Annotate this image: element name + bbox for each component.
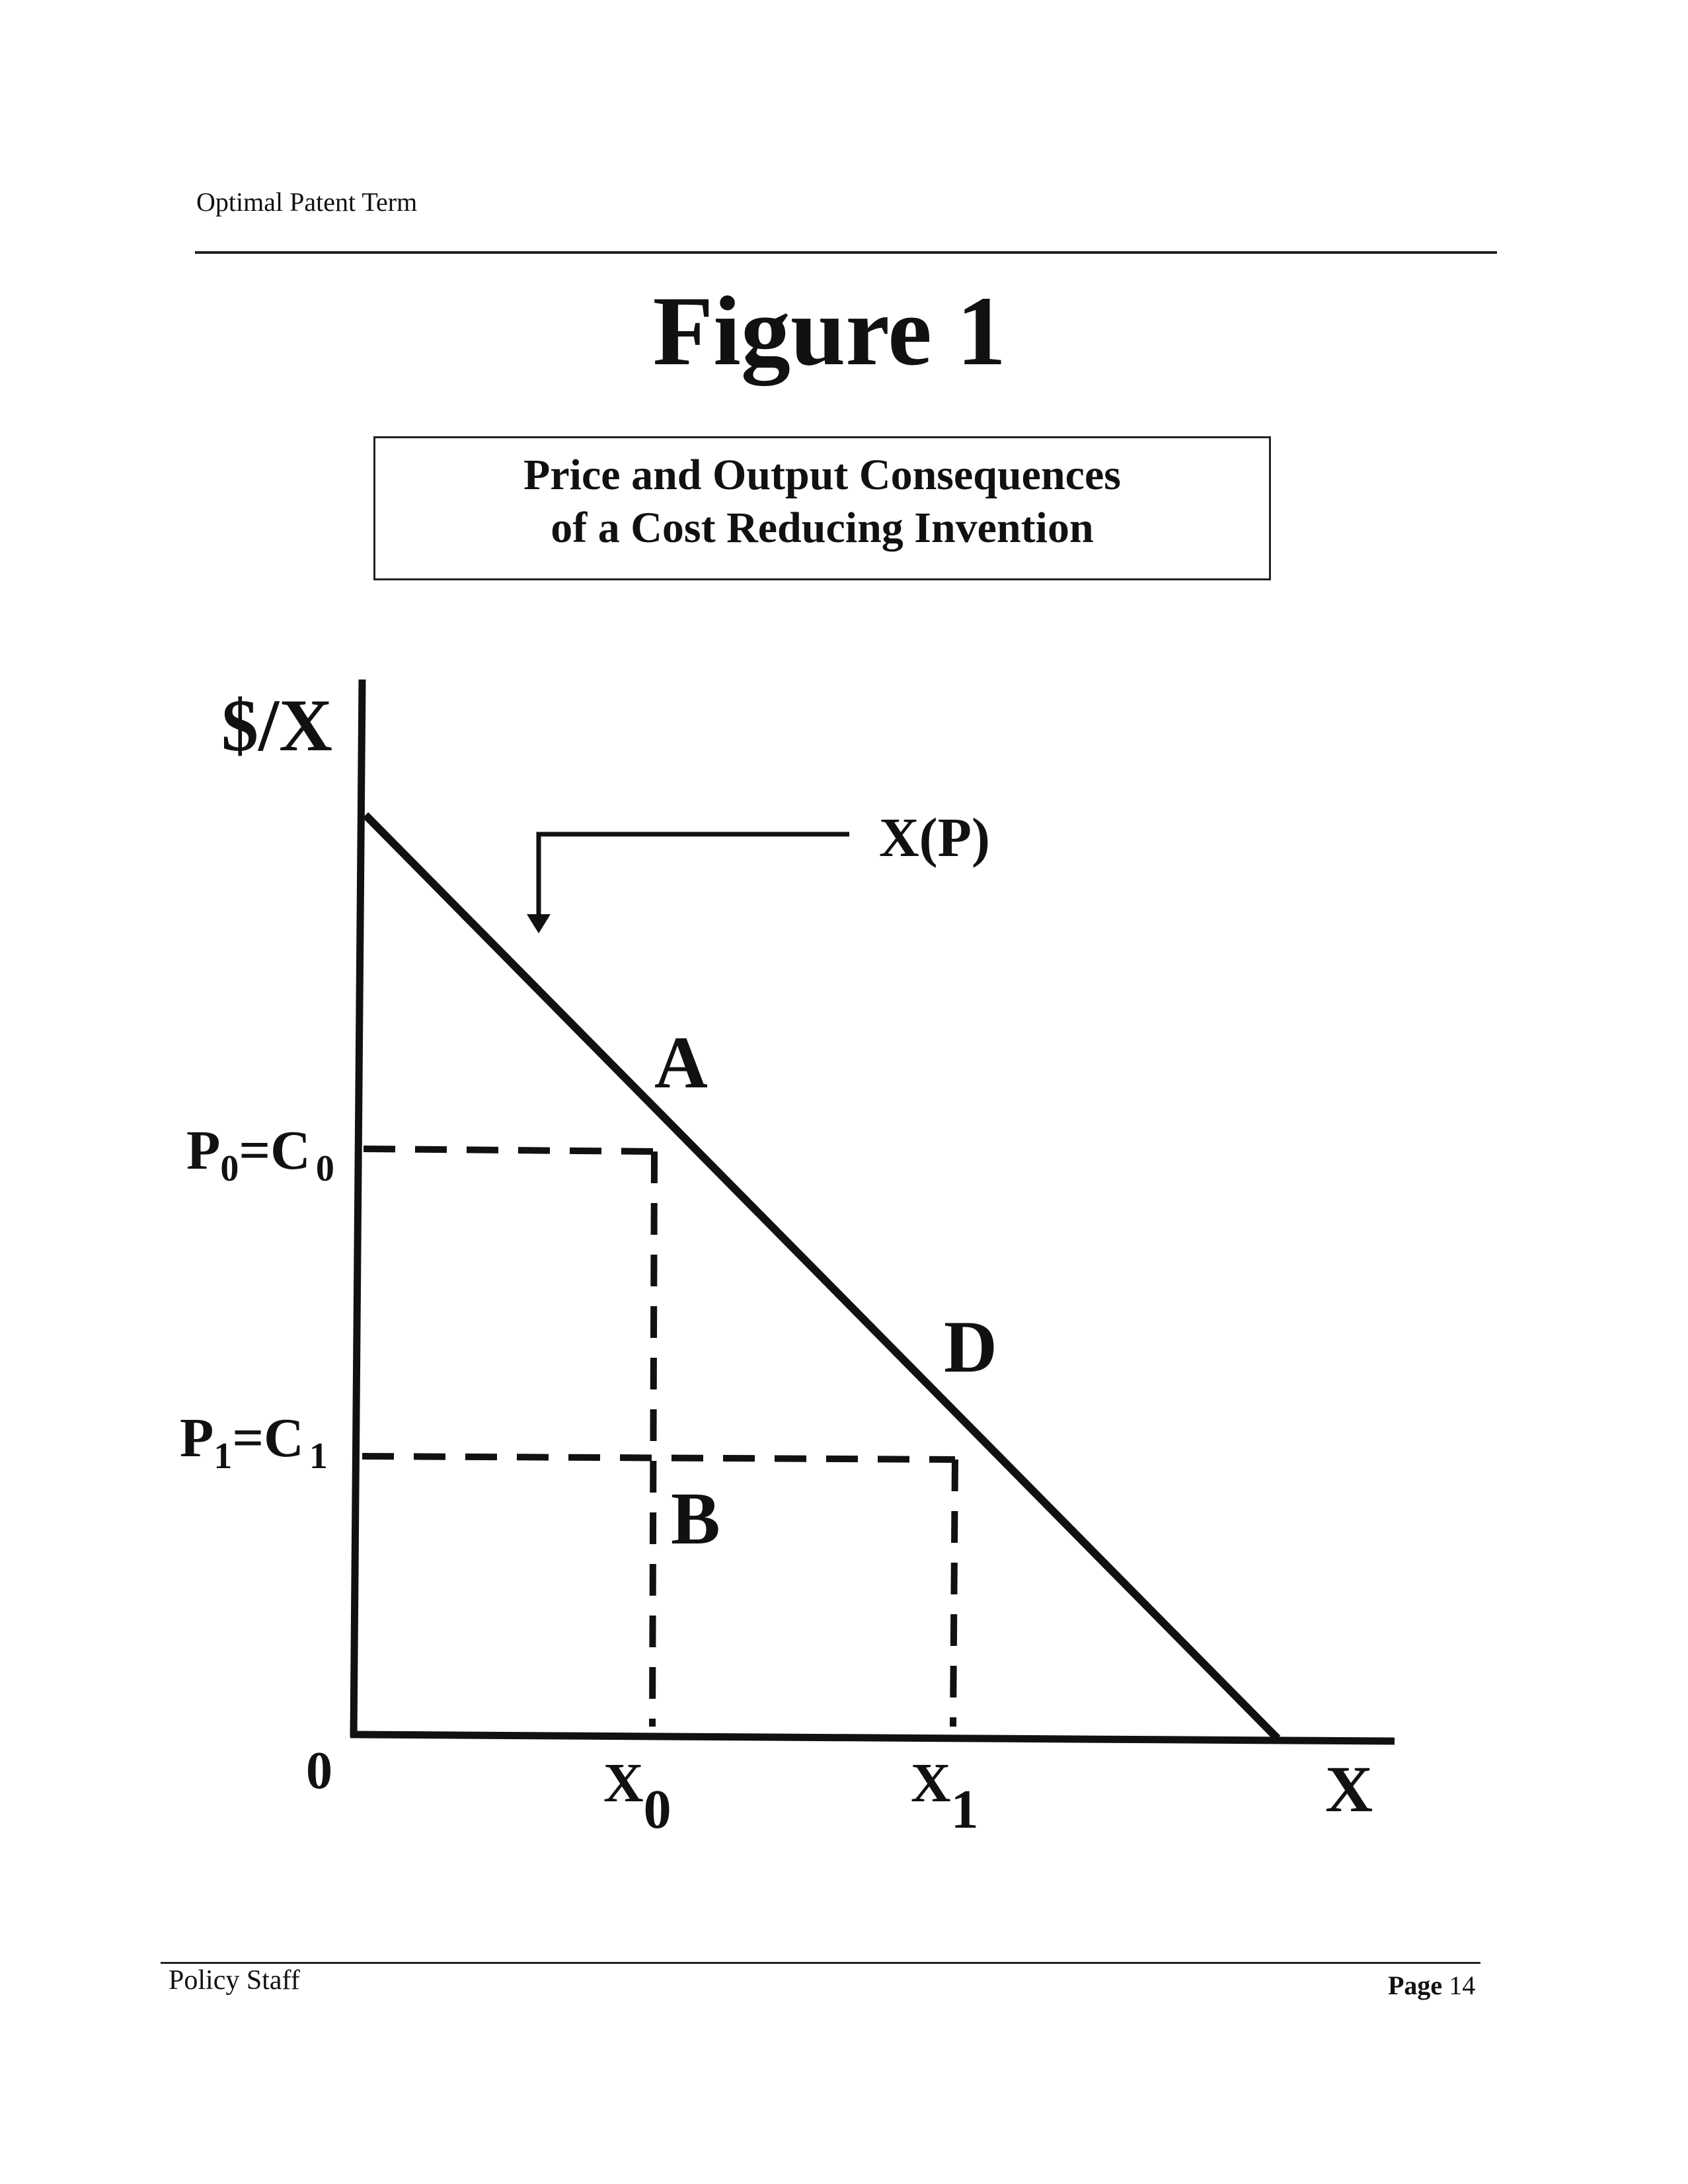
quantity-0-x: X xyxy=(603,1752,644,1814)
curve-label: X(P) xyxy=(879,807,990,869)
price-level-0-eq: =C xyxy=(239,1120,311,1181)
running-header: Optimal Patent Term xyxy=(196,187,418,217)
p0-dashed-line xyxy=(364,1149,654,1151)
price-level-1-sub: 1 xyxy=(213,1436,233,1477)
caption-line-1: Price and Output Consequences xyxy=(523,451,1121,499)
x0-dashed-line xyxy=(652,1151,654,1727)
point-b-label: B xyxy=(671,1478,720,1560)
price-level-0-label xyxy=(186,1120,334,1189)
page-number-value: 14 xyxy=(1449,1970,1476,2000)
point-a-label: A xyxy=(654,1022,708,1104)
quantity-1-label xyxy=(911,1752,979,1840)
figure-label: Figure 1 xyxy=(652,276,1007,386)
price-level-1-p: P xyxy=(180,1407,214,1469)
quantity-0-sub: 0 xyxy=(643,1779,671,1840)
point-d-label: D xyxy=(944,1306,997,1388)
footer-left: Policy Staff xyxy=(169,1965,300,1996)
x-axis-label: X xyxy=(1325,1752,1373,1826)
x-axis xyxy=(350,1735,1395,1741)
price-level-1-eq: =C xyxy=(232,1407,304,1469)
quantity-0-label xyxy=(603,1752,671,1840)
origin-label: 0 xyxy=(306,1742,332,1800)
caption-line-2: of a Cost Reducing Invention xyxy=(551,504,1094,552)
price-level-0-p: P xyxy=(186,1120,221,1181)
page-number xyxy=(1388,1970,1475,2001)
price-level-1-sub2: 1 xyxy=(309,1436,328,1477)
y-axis-label: $/X xyxy=(221,685,332,767)
p1-dashed-line xyxy=(362,1456,955,1460)
price-level-1-label xyxy=(180,1407,328,1477)
price-level-0-sub2: 0 xyxy=(315,1148,334,1189)
price-level-0-sub: 0 xyxy=(220,1148,239,1189)
x1-dashed-line xyxy=(953,1460,955,1727)
footer-rule xyxy=(161,1962,1480,1964)
demand-curve xyxy=(365,815,1278,1738)
quantity-1-x: X xyxy=(911,1752,951,1814)
page-word: Page xyxy=(1388,1970,1443,2000)
curve-pointer xyxy=(539,834,849,917)
y-axis xyxy=(354,680,362,1737)
quantity-1-sub: 1 xyxy=(950,1779,979,1840)
pointer-arrowhead xyxy=(527,914,551,933)
